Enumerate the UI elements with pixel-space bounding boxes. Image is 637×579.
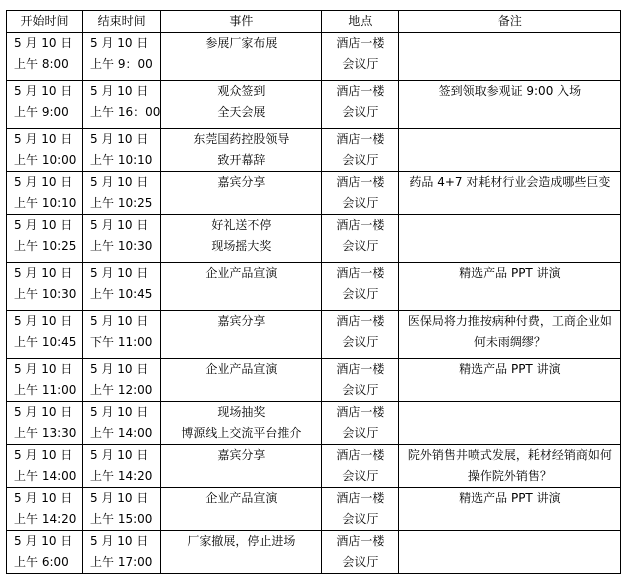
end-time-line: 上午 10:25: [90, 196, 153, 210]
notes-text: 签到领取参观证 9:00 入场: [438, 84, 582, 98]
table-row: [7, 172, 621, 215]
event-line: 企业产品宣演: [205, 266, 278, 280]
start-time-line: 5 月 10 日: [14, 266, 73, 280]
location-line: 会议厅: [342, 239, 379, 253]
table-row: [7, 402, 621, 445]
location-cell: [322, 359, 399, 402]
start-time-cell: [7, 215, 83, 263]
location-line: 酒店一楼: [336, 36, 385, 50]
start-time-cell: [7, 402, 83, 445]
notes-text: 精选产品 PPT 讲演: [459, 362, 561, 376]
location-line: 会议厅: [342, 426, 379, 440]
start-time-cell: [7, 263, 83, 311]
location-line: 会议厅: [342, 153, 379, 167]
location-line: 会议厅: [342, 196, 379, 210]
location-line: 会议厅: [342, 57, 379, 71]
location-cell: [322, 488, 399, 531]
event-line: 嘉宾分享: [217, 448, 266, 462]
end-time-cell: [83, 81, 161, 129]
end-time-line: 上午 10:30: [90, 239, 153, 253]
end-time-cell: [83, 263, 161, 311]
start-time-line: 5 月 10 日: [14, 491, 73, 505]
start-time-line: 5 月 10 日: [14, 534, 73, 548]
event-line: 厂家撤展，停止进场: [187, 534, 296, 548]
end-time-line: 5 月 10 日: [90, 314, 149, 328]
start-time-line: 5 月 10 日: [14, 36, 73, 50]
location-line: 会议厅: [342, 512, 379, 526]
location-line: 酒店一楼: [336, 175, 385, 189]
start-time-line: 5 月 10 日: [14, 175, 73, 189]
location-cell: [322, 531, 399, 574]
event-line: 致开幕辞: [217, 153, 266, 167]
table-row: [7, 129, 621, 172]
end-time-line: 5 月 10 日: [90, 266, 149, 280]
location-cell: [322, 402, 399, 445]
start-time-line: 5 月 10 日: [14, 84, 73, 98]
event-cell: [161, 402, 322, 445]
end-time-cell: [83, 402, 161, 445]
location-cell: [322, 445, 399, 488]
event-line: 东莞国药控股领导: [193, 132, 290, 146]
start-time-cell: [7, 359, 83, 402]
event-cell: [161, 359, 322, 402]
end-time-line: 5 月 10 日: [90, 362, 149, 376]
location-line: 会议厅: [342, 555, 379, 569]
table-row: [7, 531, 621, 574]
start-time-line: 上午 10:10: [14, 196, 77, 210]
end-time-line: 5 月 10 日: [90, 132, 149, 146]
start-time-line: 上午 10:45: [14, 335, 77, 349]
start-time-cell: [7, 488, 83, 531]
location-cell: [322, 263, 399, 311]
start-time-cell: [7, 445, 83, 488]
event-line: 嘉宾分享: [217, 175, 266, 189]
table-row: [7, 81, 621, 129]
event-line: 参展厂家布展: [205, 36, 278, 50]
event-line: 企业产品宣演: [205, 362, 278, 376]
end-time-line: 5 月 10 日: [90, 534, 149, 548]
location-cell: [322, 33, 399, 81]
end-time-line: 上午 16：00: [90, 105, 161, 119]
end-time-line: 上午 10:10: [90, 153, 153, 167]
location-line: 酒店一楼: [336, 84, 385, 98]
end-time-cell: [83, 531, 161, 574]
table-row: [7, 215, 621, 263]
start-time-line: 5 月 10 日: [14, 362, 73, 376]
notes-cell: [399, 172, 621, 215]
location-line: 酒店一楼: [336, 132, 385, 146]
event-cell: [161, 215, 322, 263]
location-line: 酒店一楼: [336, 314, 385, 328]
end-time-line: 5 月 10 日: [90, 405, 149, 419]
location-line: 会议厅: [342, 469, 379, 483]
start-time-line: 5 月 10 日: [14, 448, 73, 462]
location-line: 酒店一楼: [336, 448, 385, 462]
end-time-line: 上午 10:45: [90, 287, 153, 301]
start-time-line: 5 月 10 日: [14, 132, 73, 146]
event-line: 博源线上交流平台推介: [181, 426, 302, 440]
end-time-line: 上午 15:00: [90, 512, 153, 526]
end-time-line: 下午 11:00: [90, 335, 153, 349]
end-time-cell: [83, 33, 161, 81]
start-time-line: 上午 10:00: [14, 153, 77, 167]
event-cell: [161, 129, 322, 172]
start-time-line: 上午 6:00: [14, 555, 69, 569]
location-cell: [322, 311, 399, 359]
event-line: 好礼送不停: [211, 218, 272, 232]
notes-cell: [399, 488, 621, 531]
location-line: 酒店一楼: [336, 266, 385, 280]
end-time-line: 5 月 10 日: [90, 84, 149, 98]
notes-cell: [399, 129, 621, 172]
location-line: 酒店一楼: [336, 534, 385, 548]
notes-cell: [399, 402, 621, 445]
end-time-line: 上午 14:00: [90, 426, 153, 440]
notes-cell: [399, 33, 621, 81]
event-cell: [161, 531, 322, 574]
notes-cell: [399, 359, 621, 402]
event-cell: [161, 263, 322, 311]
notes-text: 医保局将力推按病种付费，工商企业如何未雨绸缪？: [407, 314, 612, 349]
end-time-cell: [83, 215, 161, 263]
event-line: 现场摇大奖: [211, 239, 272, 253]
schedule-table: [6, 10, 621, 574]
table-row: [7, 311, 621, 359]
header-start-time: 开始时间: [7, 11, 83, 33]
notes-text: 药品 4+7 对耗材行业会造成哪些巨变: [409, 175, 611, 189]
end-time-cell: [83, 172, 161, 215]
table-header: [7, 11, 621, 33]
header-notes: 备注: [399, 11, 621, 33]
location-line: 会议厅: [342, 105, 379, 119]
end-time-line: 上午 12:00: [90, 383, 153, 397]
notes-cell: [399, 445, 621, 488]
start-time-line: 上午 13:30: [14, 426, 77, 440]
location-line: 会议厅: [342, 335, 379, 349]
start-time-cell: [7, 172, 83, 215]
start-time-line: 5 月 10 日: [14, 314, 73, 328]
end-time-line: 5 月 10 日: [90, 175, 149, 189]
start-time-cell: [7, 531, 83, 574]
table-row: [7, 263, 621, 311]
location-line: 酒店一楼: [336, 362, 385, 376]
location-line: 酒店一楼: [336, 491, 385, 505]
event-cell: [161, 445, 322, 488]
table-body: [7, 33, 621, 574]
notes-cell: [399, 215, 621, 263]
event-cell: [161, 172, 322, 215]
start-time-line: 上午 11:00: [14, 383, 77, 397]
end-time-line: 5 月 10 日: [90, 218, 149, 232]
notes-text: 精选产品 PPT 讲演: [459, 266, 561, 280]
start-time-line: 上午 8:00: [14, 57, 69, 71]
event-cell: [161, 488, 322, 531]
location-line: 会议厅: [342, 383, 379, 397]
end-time-cell: [83, 311, 161, 359]
header-end-time: 结束时间: [83, 11, 161, 33]
start-time-line: 上午 14:00: [14, 469, 77, 483]
event-line: 企业产品宣演: [205, 491, 278, 505]
location-cell: [322, 129, 399, 172]
event-line: 观众签到: [217, 84, 266, 98]
event-line: 嘉宾分享: [217, 314, 266, 328]
end-time-cell: [83, 129, 161, 172]
header-location: 地点: [322, 11, 399, 33]
notes-text: 院外销售井喷式发展，耗材经销商如何操作院外销售？: [407, 448, 612, 483]
notes-cell: [399, 81, 621, 129]
start-time-cell: [7, 33, 83, 81]
end-time-line: 5 月 10 日: [90, 36, 149, 50]
start-time-line: 上午 14:20: [14, 512, 77, 526]
end-time-cell: [83, 488, 161, 531]
end-time-line: 5 月 10 日: [90, 448, 149, 462]
end-time-line: 5 月 10 日: [90, 491, 149, 505]
start-time-cell: [7, 81, 83, 129]
start-time-line: 上午 10:25: [14, 239, 77, 253]
location-line: 酒店一楼: [336, 405, 385, 419]
notes-text: 精选产品 PPT 讲演: [459, 491, 561, 505]
event-cell: [161, 81, 322, 129]
location-line: 会议厅: [342, 287, 379, 301]
header-event: 事件: [161, 11, 322, 33]
notes-cell: [399, 311, 621, 359]
start-time-line: 上午 9:00: [14, 105, 69, 119]
start-time-cell: [7, 311, 83, 359]
notes-cell: [399, 531, 621, 574]
location-line: 酒店一楼: [336, 218, 385, 232]
location-cell: [322, 172, 399, 215]
event-line: 现场抽奖: [217, 405, 266, 419]
end-time-cell: [83, 445, 161, 488]
location-cell: [322, 81, 399, 129]
end-time-line: 上午 17:00: [90, 555, 153, 569]
table-row: [7, 488, 621, 531]
end-time-cell: [83, 359, 161, 402]
notes-cell: [399, 263, 621, 311]
table-row: [7, 445, 621, 488]
start-time-cell: [7, 129, 83, 172]
table-row: [7, 359, 621, 402]
end-time-line: 上午 14:20: [90, 469, 153, 483]
start-time-line: 5 月 10 日: [14, 218, 73, 232]
location-cell: [322, 215, 399, 263]
table-row: [7, 33, 621, 81]
header-row: [7, 11, 621, 33]
start-time-line: 上午 10:30: [14, 287, 77, 301]
event-cell: [161, 311, 322, 359]
event-cell: [161, 33, 322, 81]
start-time-line: 5 月 10 日: [14, 405, 73, 419]
event-line: 全天会展: [217, 105, 266, 119]
end-time-line: 上午 9：00: [90, 57, 153, 71]
